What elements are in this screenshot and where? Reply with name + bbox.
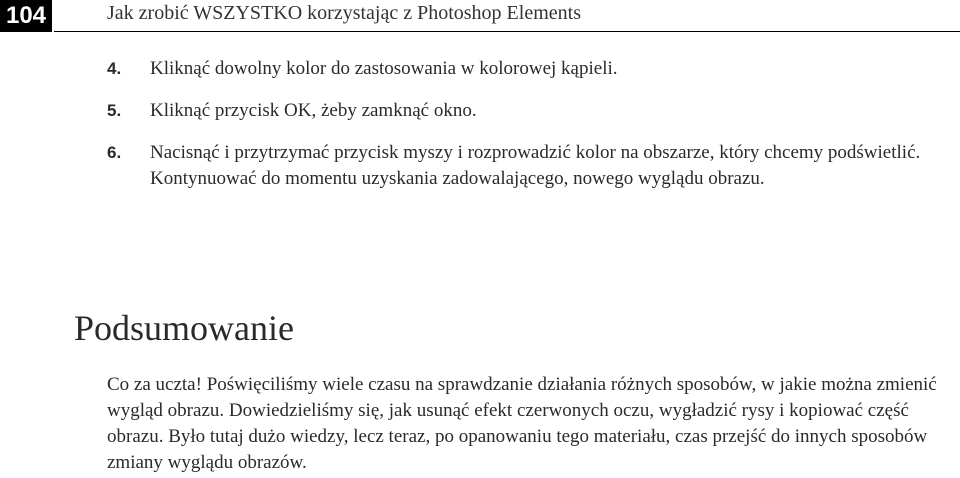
step-number: 5.	[107, 101, 122, 120]
step-text: Nacisnąć i przytrzymać przycisk myszy i rozprowadzić kolor na obszarze, który chcemy podświetlić. Kontynuować do momentu uzyskania zadowalającego, nowego wyglądu obrazu.	[150, 142, 921, 189]
step-item	[107, 56, 937, 82]
summary-paragraph: Co za uczta! Poświęciliśmy wiele czasu na sprawdzanie działania różnych sposobów, w jakie można zmienić wygląd obrazu. Dowiedzieliśmy się, jak usunąć efekt czerwonych oczu, wygładzić rysy i kopiować część obrazu. Było tutaj dużo wiedzy, lecz teraz, po opanowaniu tego materiału, czas przejść do innych sposobów zmiany wyglądu obrazów.	[107, 374, 937, 473]
section-title: Podsumowanie	[74, 308, 294, 348]
step-text: Kliknąć przycisk OK, żeby zamknąć okno.	[150, 100, 477, 121]
step-number: 6.	[107, 143, 122, 162]
page-number: 104	[0, 0, 52, 32]
step-list	[107, 56, 937, 208]
step-item	[107, 98, 937, 124]
step-text: Kliknąć dowolny kolor do zastosowania w kolorowej kąpieli.	[150, 58, 618, 79]
step-number: 4.	[107, 59, 122, 78]
step-item	[107, 140, 937, 192]
header-rule	[54, 31, 960, 32]
running-head: Jak zrobić WSZYSTKO korzystając z Photoshop Elements	[107, 2, 581, 24]
